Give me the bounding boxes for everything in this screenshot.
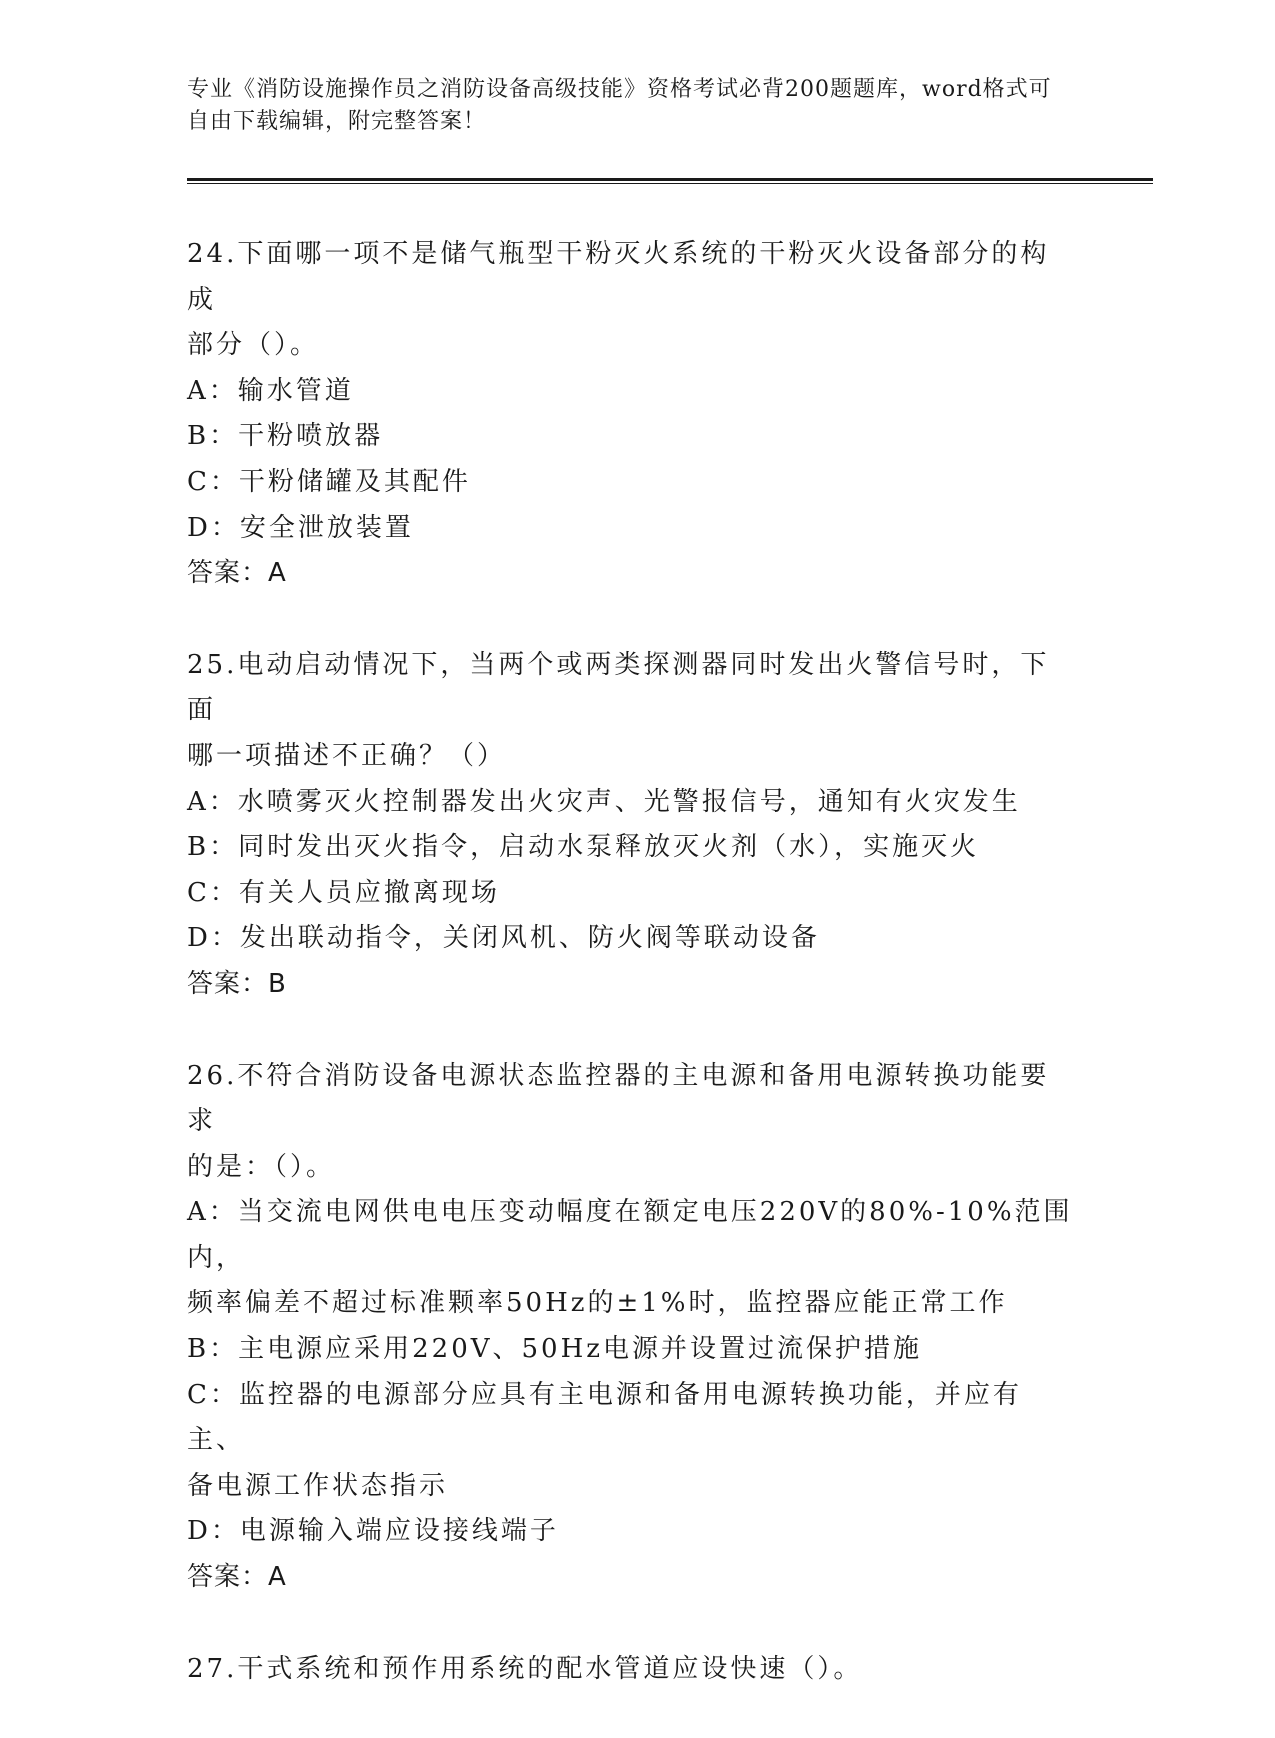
option-c: C：有关人员应撤离现场 xyxy=(187,877,500,908)
option-a-continued: 频率偏差不超过标准颗率50Hz的±1%时，监控器应能正常工作 xyxy=(187,1288,1008,1319)
question-text: 哪一项描述不正确？（） xyxy=(187,740,507,771)
question-text: 24.下面哪一项不是储气瓶型干粉灭火系统的干粉灭火设备部分的构成 xyxy=(187,239,1050,315)
option-c: C：监控器的电源部分应具有主电源和备用电源转换功能，并应有主、 xyxy=(187,1379,1022,1456)
document-intro: 专业《消防设施操作员之消防设备高级技能》资格考试必背200题题库，word格式可自由下载编辑，附完整答案！ xyxy=(187,77,1052,134)
header-rule-thin xyxy=(187,183,1153,184)
question-25 xyxy=(187,643,1077,1008)
option-a: A：水喷雾灭火控制器发出火灾声、光警报信号，通知有火灾发生 xyxy=(187,786,1021,817)
answer-label: 答案：A xyxy=(187,558,287,589)
option-b: B：干粉喷放器 xyxy=(187,421,384,452)
option-c: C：干粉储罐及其配件 xyxy=(187,466,471,497)
option-c-continued: 备电源工作状态指示 xyxy=(187,1470,449,1501)
question-text: 26.不符合消防设备电源状态监控器的主电源和备用电源转换功能要求 xyxy=(187,1060,1050,1137)
question-24 xyxy=(187,232,1077,597)
answer-label: 答案：A xyxy=(187,1562,287,1593)
question-text: 部分（）。 xyxy=(187,330,320,361)
option-b: B：主电源应采用220V、50Hz电源并设置过流保护措施 xyxy=(187,1334,922,1365)
option-a: A：当交流电网供电电压变动幅度在额定电压220V的80%-10%范围内， xyxy=(187,1197,1073,1273)
question-text: 27.干式系统和预作用系统的配水管道应设快速（）。 xyxy=(187,1653,863,1684)
header-rule-thick xyxy=(187,178,1153,181)
option-d: D：安全泄放装置 xyxy=(187,512,414,543)
question-26 xyxy=(187,1054,1077,1601)
option-b: B：同时发出灭火指令，启动水泵释放灭火剂（水），实施灭火 xyxy=(187,832,980,863)
option-a: A：输水管道 xyxy=(187,375,354,406)
question-list xyxy=(187,232,1077,1738)
option-d: D：发出联动指令，关闭风机、防火阀等联动设备 xyxy=(187,923,820,954)
option-d: D：电源输入端应设接线端子 xyxy=(187,1516,559,1547)
question-27 xyxy=(187,1647,1077,1693)
answer-label: 答案：B xyxy=(187,968,287,999)
question-text: 25.电动启动情况下，当两个或两类探测器同时发出火警信号时，下面 xyxy=(187,649,1050,726)
question-text: 的是：（）。 xyxy=(187,1151,336,1182)
